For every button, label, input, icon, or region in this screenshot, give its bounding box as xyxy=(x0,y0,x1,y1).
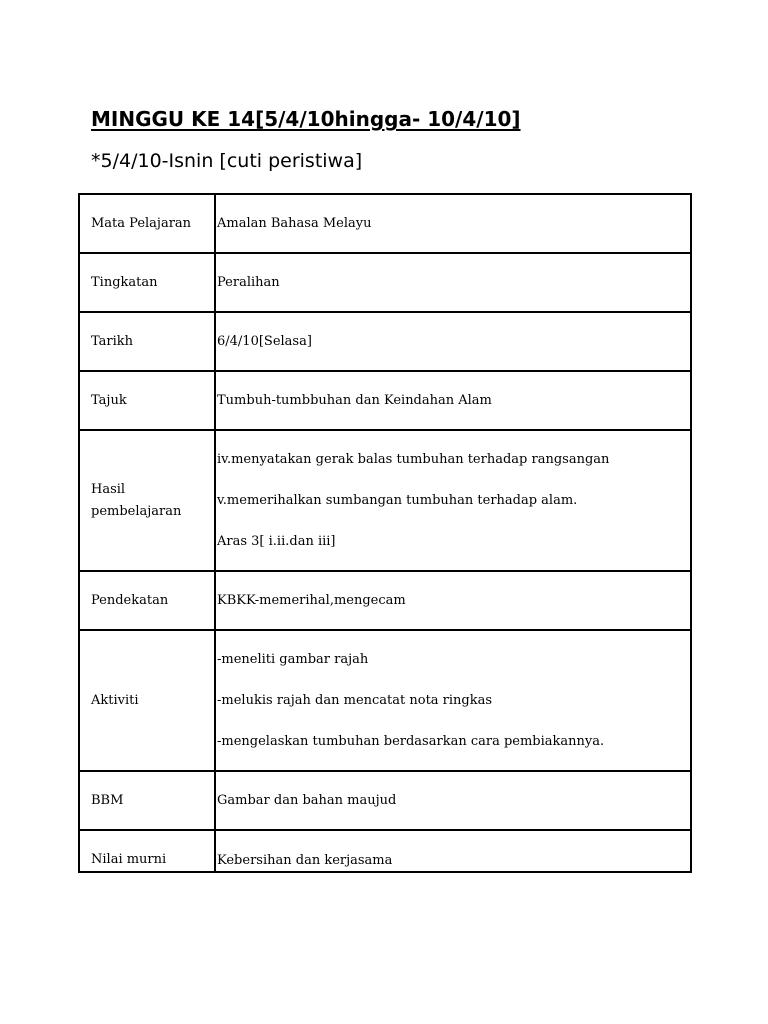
row-label: Tingkatan xyxy=(91,274,158,290)
table-row xyxy=(79,630,691,771)
row-label: Tajuk xyxy=(91,392,127,408)
table-row xyxy=(79,571,691,630)
row-label-cell xyxy=(79,253,215,312)
row-value: Aras 3[ i.ii.dan iii] xyxy=(217,533,336,549)
table-row xyxy=(79,430,691,571)
row-value-cell xyxy=(215,630,691,771)
row-value: KBKK-memerihal,mengecam xyxy=(217,592,406,608)
table-row xyxy=(79,830,691,872)
row-value-cell xyxy=(215,312,691,371)
row-value: Kebersihan dan kerjasama xyxy=(217,853,393,868)
row-value: -melukis rajah dan mencatat nota ringkas xyxy=(217,692,493,708)
table-row xyxy=(79,253,691,312)
row-value-cell xyxy=(215,771,691,830)
row-value: 6/4/10[Selasa] xyxy=(217,333,312,349)
row-label: Mata Pelajaran xyxy=(91,215,192,231)
row-label: BBM xyxy=(91,792,124,808)
row-value-cell xyxy=(215,371,691,430)
row-label-cell xyxy=(79,371,215,430)
row-value: Tumbuh-tumbbuhan dan Keindahan Alam xyxy=(217,392,492,408)
row-value: Peralihan xyxy=(217,274,280,290)
lesson-plan-table xyxy=(78,193,692,873)
row-label: Hasil pembelajaran xyxy=(91,481,182,519)
holiday-note: *5/4/10-Isnin [cuti peristiwa] xyxy=(91,150,363,172)
row-label-cell xyxy=(79,571,215,630)
row-label-cell xyxy=(79,312,215,371)
row-value: v.memerihalkan sumbangan tumbuhan terhadap alam. xyxy=(217,492,578,508)
row-label-cell xyxy=(79,771,215,830)
row-label: Tarikh xyxy=(91,333,134,349)
row-value: Gambar dan bahan maujud xyxy=(217,792,397,808)
table-row xyxy=(79,371,691,430)
table-row xyxy=(79,194,691,253)
table-row xyxy=(79,771,691,830)
row-label-cell xyxy=(79,630,215,771)
row-label-cell xyxy=(79,194,215,253)
row-label: Aktiviti xyxy=(91,692,139,708)
row-value: Amalan Bahasa Melayu xyxy=(217,215,372,231)
page-title: MINGGU KE 14[5/4/10hingga- 10/4/10] xyxy=(91,107,521,131)
row-value-cell xyxy=(215,194,691,253)
row-value: -meneliti gambar rajah xyxy=(217,651,369,667)
lesson-plan-rows xyxy=(79,194,691,872)
table-row xyxy=(79,312,691,371)
row-value: -mengelaskan tumbuhan berdasarkan cara pembiakannya. xyxy=(217,733,605,749)
row-value-cell xyxy=(215,830,691,872)
row-value-cell xyxy=(215,571,691,630)
row-value-cell xyxy=(215,253,691,312)
row-label-cell xyxy=(79,830,215,872)
row-value: iv.menyatakan gerak balas tumbuhan terhadap rangsangan xyxy=(217,451,610,467)
row-value-cell xyxy=(215,430,691,571)
row-label: Pendekatan xyxy=(91,592,169,608)
row-label: Nilai murni xyxy=(91,852,167,867)
row-label-cell xyxy=(79,430,215,571)
